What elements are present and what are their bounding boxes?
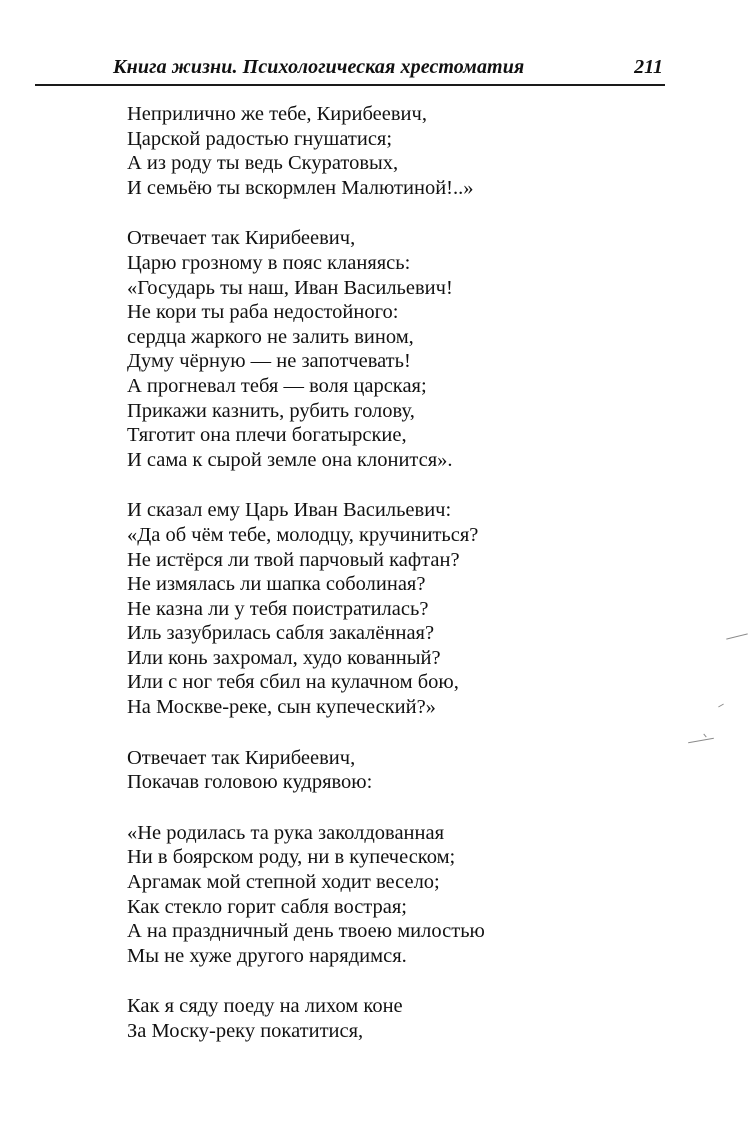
verse-line: Неприлично же тебе, Кирибеевич, xyxy=(127,103,427,125)
margin-scan-mark xyxy=(726,633,748,639)
verse-line: Или с ног тебя сбил на кулачном бою, xyxy=(127,671,459,694)
verse-line: Не измялась ли шапка соболиная? xyxy=(127,573,426,596)
verse-line: Не казна ли у тебя поистратилась? xyxy=(127,597,429,620)
margin-scan-mark xyxy=(688,738,714,743)
stanza xyxy=(127,498,687,719)
verse-line: Царской радостью гнушатися; xyxy=(127,127,393,150)
verse-line: А прогневал тебя — воля царская; xyxy=(127,374,427,397)
verse-line: Не кори ты раба недостойного: xyxy=(127,301,399,324)
stanza xyxy=(127,821,687,969)
running-title: Книга жизни. Психологическая хрестоматия xyxy=(113,56,525,78)
verse-line: Отвечает так Кирибеевич, xyxy=(127,227,356,250)
stanza xyxy=(127,994,687,1043)
stanza xyxy=(127,102,687,200)
verse-line: На Москве-реке, сын купеческий?» xyxy=(127,696,436,719)
verse-line: Отвечает так Кирибеевич, xyxy=(127,746,356,769)
verse-line: Прикажи казнить, рубить голову, xyxy=(127,399,415,422)
verse-line: Не истёрся ли твой парчовый кафтан? xyxy=(127,548,460,571)
verse-line: «Да об чём тебе, молодцу, кручиниться? xyxy=(127,523,479,546)
running-header xyxy=(35,40,665,86)
verse-line: «Не родилась та рука заколдованная xyxy=(127,821,445,844)
stanza xyxy=(127,746,687,795)
verse-line: И сама к сырой земле она клонится». xyxy=(127,448,453,471)
verse-line: Или конь захромал, худо кованный? xyxy=(127,646,441,669)
verse-line: А на праздничный день твоею милостью xyxy=(127,920,485,943)
verse-line: Думу чёрную — не запотчевать! xyxy=(127,350,411,373)
verse-line: Ни в боярском роду, ни в купеческом; xyxy=(127,846,456,869)
verse-line: Как я сяду поеду на лихом коне xyxy=(127,995,403,1018)
verse-line: И сказал ему Царь Иван Васильевич: xyxy=(127,499,452,522)
margin-scan-mark xyxy=(718,704,724,708)
verse-line: А из роду ты ведь Скуратовых, xyxy=(127,152,399,175)
verse-line: сердца жаркого не залить вином, xyxy=(127,325,414,348)
verse-line: Тяготит она плечи богатырские, xyxy=(127,424,407,447)
margin-scan-mark xyxy=(703,734,706,738)
verse-line: Аргамак мой степной ходит весело; xyxy=(127,871,440,894)
header-rule xyxy=(35,84,665,86)
verse-line: Царю грозному в пояс кланяясь: xyxy=(127,251,411,274)
verse-line: И семьёю ты вскормлен Малютиной!..» xyxy=(127,176,474,199)
verse-line: «Государь ты наш, Иван Васильевич! xyxy=(127,276,453,299)
verse-line: Иль зазубрилась сабля закалённая? xyxy=(127,622,435,645)
stanza xyxy=(127,226,687,472)
page-number: 211 xyxy=(634,56,663,78)
verse-line: Мы не хуже другого нарядимся. xyxy=(127,944,407,967)
verse-line: Как стекло горит сабля вострая; xyxy=(127,895,407,918)
verse-line: Покачав головою кудрявою: xyxy=(127,771,373,794)
verse-line: За Моску-реку покатитися, xyxy=(127,1020,364,1042)
poem-text xyxy=(127,102,687,1070)
